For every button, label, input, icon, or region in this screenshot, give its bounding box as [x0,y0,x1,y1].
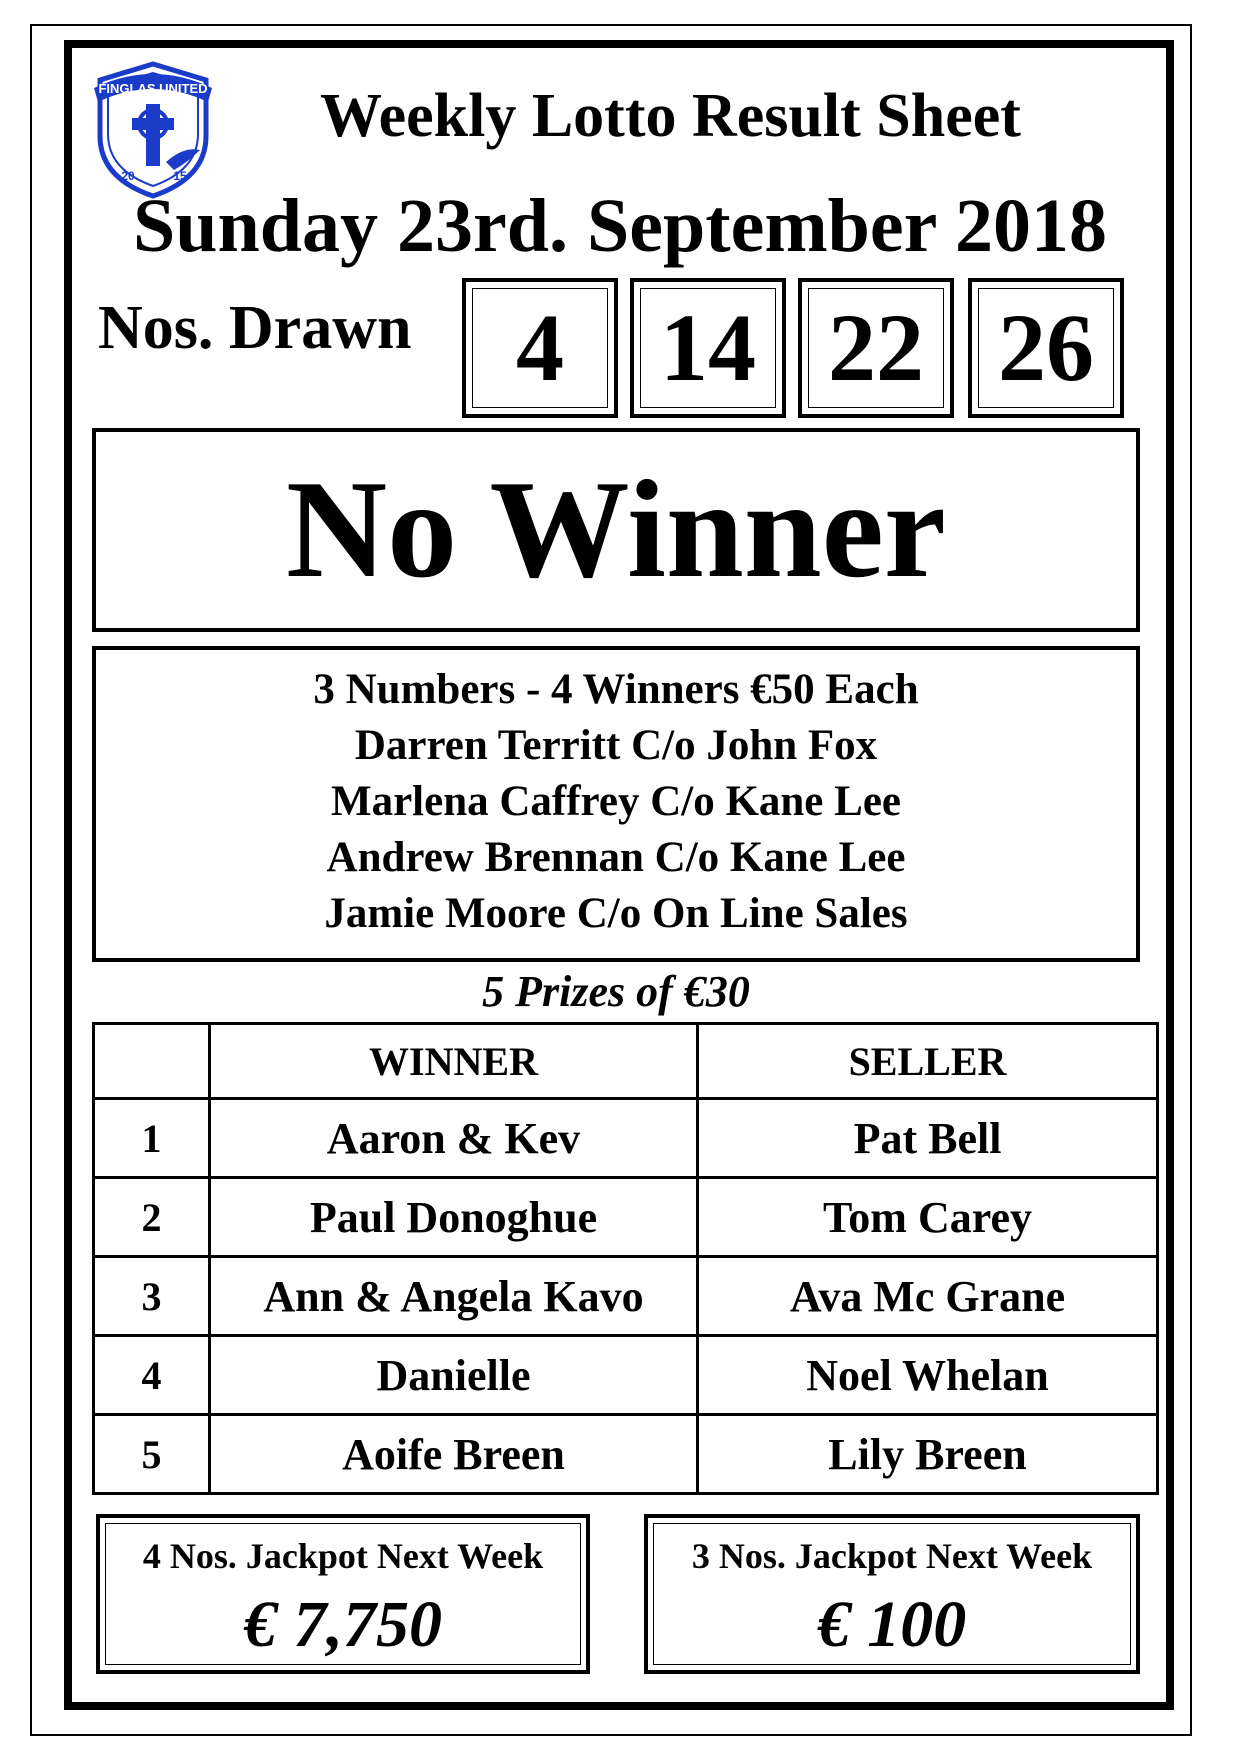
jackpot-label: 3 Nos. Jackpot Next Week [691,1536,1093,1576]
prize-seller: Lily Breen [698,1415,1158,1494]
prize-seller: Ava Mc Grane [698,1257,1158,1336]
drawn-number-box: 22 [798,278,954,418]
prize-winners-table [92,1022,1159,1495]
prize-rank: 1 [94,1099,210,1178]
crest-year-left: 20 [121,169,135,183]
numbers-drawn-label: Nos. Drawn [98,294,412,362]
column-header-seller: SELLER [698,1024,1158,1099]
table-header-row [94,1024,1158,1099]
prize-winner: Aaron & Kev [210,1099,698,1178]
three-numbers-winner: Darren Territt C/o John Fox [354,722,878,769]
table-row [94,1257,1158,1336]
prize-rank: 3 [94,1257,210,1336]
jackpot-amount: € 7,750 [244,1588,442,1661]
table-row [94,1099,1158,1178]
three-numbers-winner: Andrew Brennan C/o Kane Lee [326,834,906,881]
crest-year-right: 15 [173,169,187,183]
prize-winner: Paul Donoghue [210,1178,698,1257]
prize-winner: Aoife Breen [210,1415,698,1494]
drawn-number-box: 26 [968,278,1124,418]
column-header-rank [94,1024,210,1099]
jackpot-amount: € 100 [817,1588,967,1661]
prize-rank: 2 [94,1178,210,1257]
prize-rank: 5 [94,1415,210,1494]
three-numbers-winner: Jamie Moore C/o On Line Sales [324,890,908,937]
drawn-number-box: 4 [462,278,618,418]
prize-seller: Noel Whelan [698,1336,1158,1415]
table-row [94,1178,1158,1257]
three-numbers-jackpot-box [644,1514,1140,1674]
table-row [94,1415,1158,1494]
prizes-heading: 5 Prizes of €30 [482,967,750,1016]
jackpot-result-banner: No Winner [92,428,1140,632]
three-numbers-winner: Marlena Caffrey C/o Kane Lee [330,778,901,825]
four-numbers-jackpot-box [96,1514,590,1674]
drawn-number-box: 14 [630,278,786,418]
prize-seller: Tom Carey [698,1178,1158,1257]
three-numbers-heading: 3 Numbers - 4 Winners €50 Each [313,666,919,713]
three-numbers-winners-box [92,646,1140,962]
prize-winner: Danielle [210,1336,698,1415]
column-header-winner: WINNER [210,1024,698,1099]
page-title: Weekly Lotto Result Sheet [320,82,1021,150]
draw-date: Sunday 23rd. September 2018 [132,184,1108,268]
table-row [94,1336,1158,1415]
prize-rank: 4 [94,1336,210,1415]
club-crest-logo [88,58,218,200]
prize-winner: Ann & Angela Kavo [210,1257,698,1336]
prize-seller: Pat Bell [698,1099,1158,1178]
crest-club-name: FINGLAS UNITED [98,81,208,96]
jackpot-label: 4 Nos. Jackpot Next Week [142,1536,544,1576]
